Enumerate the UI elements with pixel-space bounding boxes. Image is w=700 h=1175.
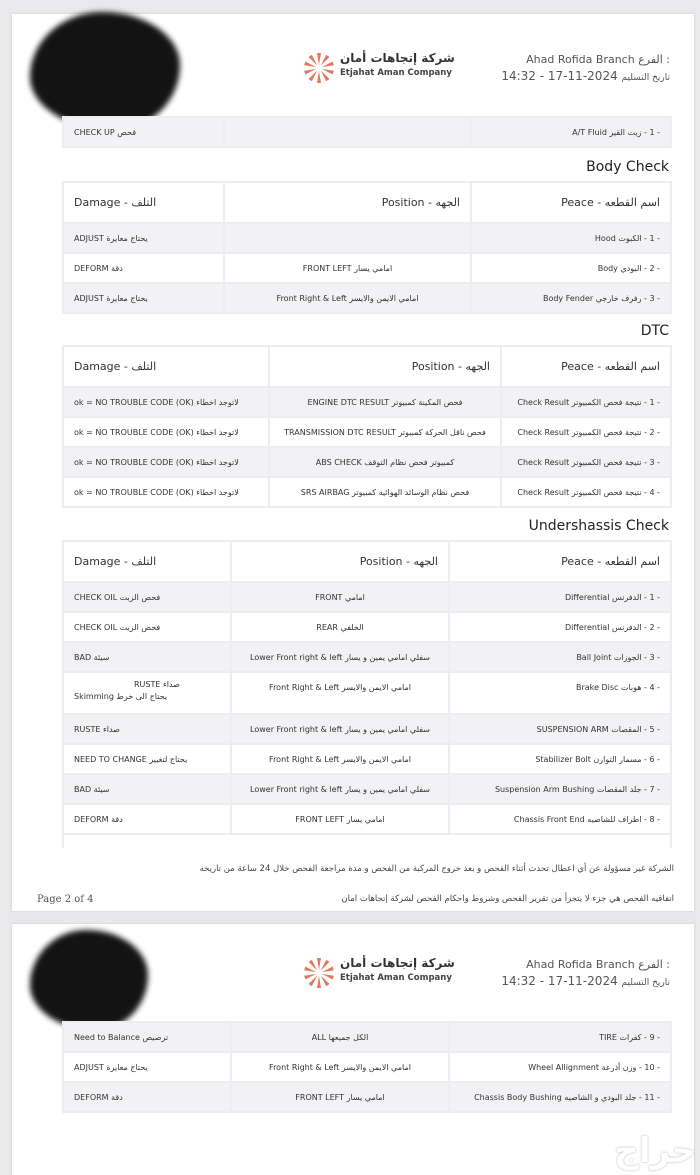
peace-cell: - 4 - هوبات Brake Disc bbox=[449, 672, 671, 714]
company-name-en: Etjahat Aman Company bbox=[340, 973, 452, 983]
table-row bbox=[63, 477, 671, 507]
table-header-row bbox=[63, 541, 671, 582]
damage-cell: فحص الزيت CHECK OIL bbox=[63, 582, 231, 612]
header-damage: التلف - Damage bbox=[63, 346, 269, 387]
table-row bbox=[63, 1052, 671, 1082]
undershassis-continued-table bbox=[62, 1021, 672, 1113]
branch-label: الفرع : bbox=[638, 958, 670, 971]
peace-cell: - 4 - نتيجة فحص الكمبيوتر Check Result bbox=[501, 477, 671, 507]
table-row bbox=[63, 1082, 671, 1112]
redacted-qr-code bbox=[30, 930, 148, 1030]
peace-cell: - 2 - نتيجة فحص الكمبيوتر Check Result bbox=[501, 417, 671, 447]
position-cell: فحص ناقل الحركة كمبيوتر TRANSMISSION DTC RESULT bbox=[269, 417, 501, 447]
position-cell bbox=[224, 117, 471, 147]
company-name-ar: شركة إتجاهات أمان bbox=[340, 51, 455, 65]
peace-cell: - 7 - جلد المقصات Suspension Arm Bushing bbox=[449, 774, 671, 804]
table-row bbox=[63, 714, 671, 744]
damage-cell: فحص الزيت CHECK OIL bbox=[63, 612, 231, 642]
table-header-row bbox=[63, 182, 671, 223]
sunburst-logo-icon bbox=[302, 51, 336, 85]
table-row bbox=[63, 804, 671, 834]
damage-cell: دقة DEFORM bbox=[63, 1082, 231, 1112]
position-cell: امامي يسار FRONT LEFT bbox=[224, 253, 471, 283]
damage-cell: يحتاج معايرة ADJUST bbox=[63, 1052, 231, 1082]
position-cell: امامي يسار FRONT LEFT bbox=[231, 804, 449, 834]
section-title-dtc: DTC bbox=[640, 323, 669, 339]
branch-label: الفرع : bbox=[638, 53, 670, 66]
branch-value: Ahad Rofida Branch bbox=[526, 958, 635, 971]
damage-cell: صداء RUSTE bbox=[63, 714, 231, 744]
damage-cell: لاتوجد اخطاء ok = NO TROUBLE CODE (OK) bbox=[63, 417, 269, 447]
delivery-label: تاريخ التسليم bbox=[621, 73, 670, 83]
damage-cell: ترصيص Need to Balance bbox=[63, 1022, 231, 1052]
position-cell: امامي الايمن والايسر Front Right & Left bbox=[231, 1052, 449, 1082]
peace-cell: - 1 - زيت القير A/T Fluid bbox=[471, 117, 671, 147]
table-row bbox=[63, 253, 671, 283]
report-meta bbox=[501, 957, 670, 991]
undershassis-table bbox=[62, 540, 672, 848]
header-position: الجهه - Position bbox=[224, 182, 471, 223]
position-cell: فحص المكينة كمبيوتر ENGINE DTC RESULT bbox=[269, 387, 501, 417]
peace-cell: - 3 - نتيجة فحص الكمبيوتر Check Result bbox=[501, 447, 671, 477]
damage-cell: سيئة BAD bbox=[63, 642, 231, 672]
body-check-table bbox=[62, 181, 672, 314]
header-damage: التلف - Damage bbox=[63, 182, 224, 223]
empty-cell bbox=[63, 834, 671, 848]
peace-cell: - 2 - البودي Body bbox=[471, 253, 671, 283]
position-cell: امامي الايمن والايسر Front Right & Left bbox=[224, 283, 471, 313]
section-title-undershassis-check: Undershassis Check bbox=[528, 518, 669, 534]
peace-cell: - 1 - نتيجة فحص الكمبيوتر Check Result bbox=[501, 387, 671, 417]
peace-cell: - 3 - الجوزات Ball Joint bbox=[449, 642, 671, 672]
peace-cell: - 10 - وزن أذرعة Wheel Allignment bbox=[449, 1052, 671, 1082]
delivery-datetime: 2024-11-17 - 14:32 bbox=[501, 974, 618, 988]
position-cell: سفلي امامي يمين و يسار Lower Front right & left bbox=[231, 714, 449, 744]
delivery-line bbox=[501, 68, 670, 86]
header-position: الجهه - Position bbox=[269, 346, 501, 387]
position-cell: كمبيوتر فحص نظام التوقف ABS CHECK bbox=[269, 447, 501, 477]
damage-cell: فحص CHECK UP bbox=[63, 117, 224, 147]
disclaimer-line-1: الشركة غير مسؤولة عن أي اعطال تحدث أثناء الفحص و بعد خروج المركبة من الفحص و مدة مراجعة الفحص خلال 24 ساعة من تاريخه bbox=[199, 864, 674, 874]
carryover-table bbox=[62, 116, 672, 148]
position-cell: الكل جميعها ALL bbox=[231, 1022, 449, 1052]
peace-cell: - 2 - الدفرنس Differential bbox=[449, 612, 671, 642]
company-logo bbox=[302, 51, 455, 85]
header-position: الجهه - Position bbox=[231, 541, 449, 582]
report-page-2 bbox=[12, 14, 694, 911]
table-row bbox=[63, 612, 671, 642]
dtc-table bbox=[62, 345, 672, 508]
damage-cell: يحتاج معايرة ADJUST bbox=[63, 283, 224, 313]
damage-cell: لاتوجد اخطاء ok = NO TROUBLE CODE (OK) bbox=[63, 477, 269, 507]
company-name-en: Etjahat Aman Company bbox=[340, 68, 452, 78]
peace-cell: - 9 - كفرات TIRE bbox=[449, 1022, 671, 1052]
damage-cell: يحتاج لتغيير NEED TO CHANGE bbox=[63, 744, 231, 774]
table-row bbox=[63, 223, 671, 253]
position-cell: سفلي امامي يمين و يسار Lower Front right & left bbox=[231, 642, 449, 672]
header-peace: اسم القطعه - Peace bbox=[501, 346, 671, 387]
page-number: Page 2 of 4 bbox=[37, 894, 94, 905]
delivery-datetime: 2024-11-17 - 14:32 bbox=[501, 69, 618, 83]
redacted-qr-code bbox=[30, 12, 180, 130]
table-row bbox=[63, 387, 671, 417]
company-name-ar: شركة إتجاهات أمان bbox=[340, 956, 455, 970]
position-cell: سفلي امامي يمين و يسار Lower Front right & left bbox=[231, 774, 449, 804]
position-cell: امامي FRONT bbox=[231, 582, 449, 612]
position-cell: امامي يسار FRONT LEFT bbox=[231, 1082, 449, 1112]
table-row bbox=[63, 744, 671, 774]
table-row bbox=[63, 774, 671, 804]
delivery-label: تاريخ التسليم bbox=[621, 978, 670, 988]
table-row bbox=[63, 283, 671, 313]
damage-cell: لاتوجد اخطاء ok = NO TROUBLE CODE (OK) bbox=[63, 447, 269, 477]
peace-cell: - 3 - رفرف خارجي Body Fender bbox=[471, 283, 671, 313]
peace-cell: - 1 - الكبوت Hood bbox=[471, 223, 671, 253]
damage-cell: دقة DEFORM bbox=[63, 804, 231, 834]
branch-line bbox=[501, 957, 670, 973]
branch-line bbox=[501, 52, 670, 68]
table-row-empty bbox=[63, 834, 671, 848]
peace-cell: - 1 - الدفرنس Differential bbox=[449, 582, 671, 612]
damage-cell: لاتوجد اخطاء ok = NO TROUBLE CODE (OK) bbox=[63, 387, 269, 417]
position-cell: الخلفي REAR bbox=[231, 612, 449, 642]
delivery-line bbox=[501, 973, 670, 991]
section-title-body-check: Body Check bbox=[586, 159, 669, 175]
damage-line-1: صداء RUSTE bbox=[134, 680, 180, 689]
branch-value: Ahad Rofida Branch bbox=[526, 53, 635, 66]
peace-cell: - 5 - المقصات SUSPENSION ARM bbox=[449, 714, 671, 744]
table-row bbox=[63, 672, 671, 714]
report-meta bbox=[501, 52, 670, 86]
peace-cell: - 11 - جلد البودي و الشاصيه Chassis Body Bushing bbox=[449, 1082, 671, 1112]
damage-cell: دقة DEFORM bbox=[63, 253, 224, 283]
sunburst-logo-icon bbox=[302, 956, 336, 990]
table-row bbox=[63, 642, 671, 672]
table-row bbox=[63, 417, 671, 447]
position-cell: امامي الايمن والايسر Front Right & Left bbox=[231, 672, 449, 714]
header-damage: التلف - Damage bbox=[63, 541, 231, 582]
peace-cell: - 8 - اطراف للشاصيه Chassis Front End bbox=[449, 804, 671, 834]
peace-cell: - 6 - مسمار التوازن Stabilizer Bolt bbox=[449, 744, 671, 774]
header-peace: اسم القطعه - Peace bbox=[449, 541, 671, 582]
damage-cell: سيئة BAD bbox=[63, 774, 231, 804]
company-logo bbox=[302, 956, 455, 990]
table-header-row bbox=[63, 346, 671, 387]
report-page-3 bbox=[12, 924, 694, 1175]
header-peace: اسم القطعه - Peace bbox=[471, 182, 671, 223]
haraj-watermark: حراج bbox=[614, 1131, 696, 1171]
table-row bbox=[63, 117, 671, 147]
position-cell bbox=[224, 223, 471, 253]
table-row bbox=[63, 1022, 671, 1052]
damage-cell bbox=[63, 672, 231, 714]
disclaimer-line-2: اتفاقيه الفحص هي جزء لا يتجزأ من تقرير الفحص وشروط واحكام الفحص لشركة إتجاهات امان bbox=[341, 894, 674, 904]
damage-cell: يحتاج معايرة ADJUST bbox=[63, 223, 224, 253]
table-row bbox=[63, 447, 671, 477]
position-cell: امامي الايمن والايسر Front Right & Left bbox=[231, 744, 449, 774]
position-cell: فحص نظام الوسائد الهوائيه كمبيوتر SRS AIRBAG bbox=[269, 477, 501, 507]
damage-line-2: يحتاج الى خرط Skimming bbox=[74, 692, 168, 701]
table-row bbox=[63, 582, 671, 612]
